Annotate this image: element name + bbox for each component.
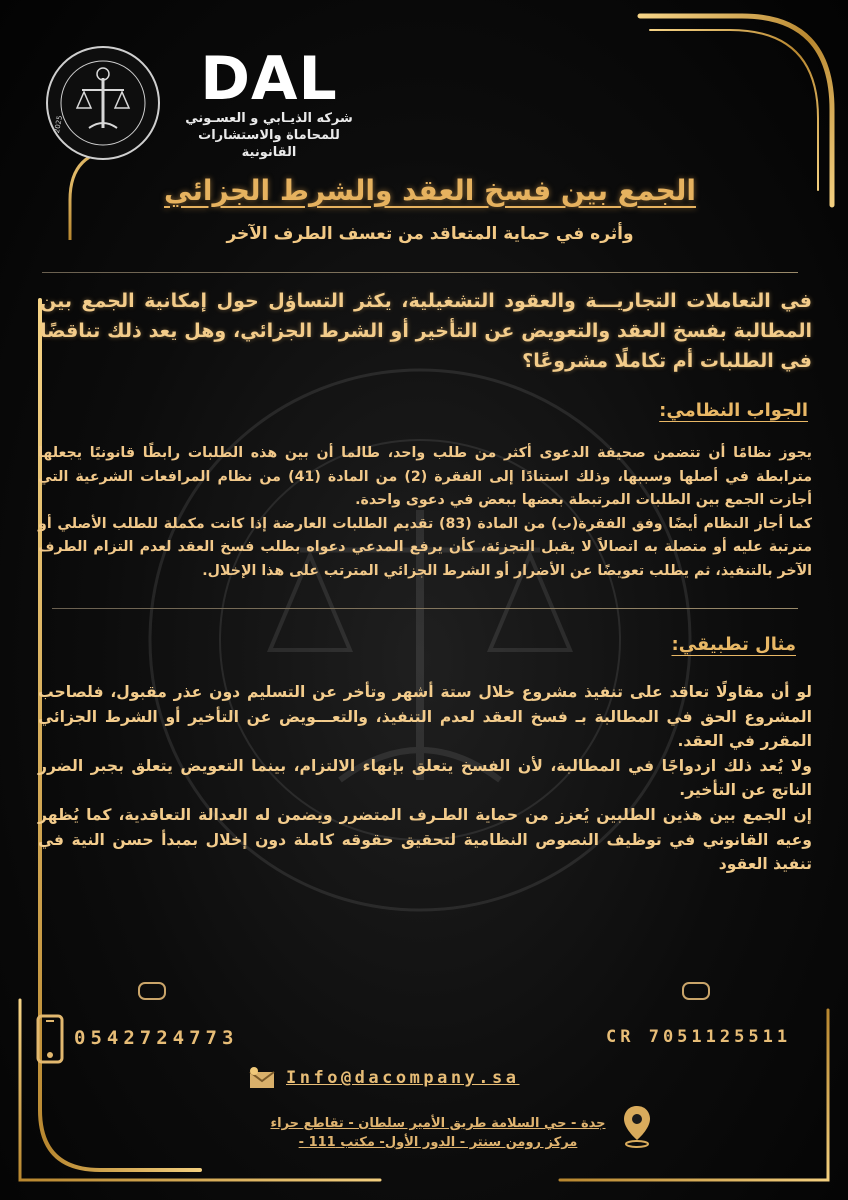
address-line-1: جدة - حي السلامة طريق الأمير سلطان - تقاطع حراء: [270, 1116, 606, 1131]
example-paragraph-1: لو أن مقاولًا تعاقد على تنفيذ مشروع خلال ستة أشهر وتأخر عن التسليم دون عذر مقبول، فلصاحب المشروع الحق في المطالبة بـ فسخ العقد لعدم التنفيذ، والتعـــويض عن التأخير أو الشرط الجزائي المقرر في العقد.: [38, 683, 812, 751]
divider-middle: [52, 608, 798, 609]
example-text: [38, 680, 812, 877]
phone-icon: [34, 1014, 66, 1064]
legal-answer: [38, 442, 812, 583]
divider-top: [42, 272, 798, 273]
brand-block: [174, 44, 364, 161]
brand-name: DAL: [200, 44, 338, 114]
frame-ornament-left: [138, 982, 166, 1000]
page-subtitle: وأثره في حماية المتعاقد من تعسف الطرف الآخر: [226, 224, 634, 244]
section-heading-legal: الجواب النظامي:: [659, 400, 808, 421]
page-title: الجمع بين فسخ العقد والشرط الجزائي: [164, 174, 696, 207]
legal-answer-paragraph-1: يجوز نظامًا أن تتضمن صحيفة الدعوى أكثر من طلب واحد، طالما أن بين هذه الطلبات رابطًا قانونيًا يجعلها مترابطة في أصلها وسببها، وذلك استنادًا إلى الفقرة (2) من المادة (41) من نظام المرافعات الشرعية التي أجازت الجمع بين الطلبات المرتبطة بعضها ببعض في دعوى واحدة.: [38, 445, 812, 508]
example-paragraph-3: إن الجمع بين هذين الطلبين يُعزز من حماية الطـرف المتضرر ويضمن له العدالة التعاقدية، كما يُظهر وعيه القانوني في توظيف النصوص النظامية لتحقيق حقوقه كاملة دون إخلال بمبدأ حسن النية في تنفيذ العقود: [38, 805, 812, 874]
envelope-icon: [246, 1066, 278, 1092]
location-pin-icon: [622, 1104, 652, 1148]
question-paragraph: في التعاملات التجاريـــة والعقود التشغيلية، يكثر التساؤل حول إمكانية الجمع بين المطالبة بفسخ العقد والتعويض عن التأخير أو الشرط الجزائي، وهل يعد ذلك تناقضًا في الطلبات أم تكاملًا مشروعًا؟: [40, 290, 812, 372]
brand-line-2: للمحاماة والاستشارات القانونية: [198, 128, 340, 160]
firm-seal-logo: [44, 44, 162, 162]
address-line-2: مركز رومن سنتر - الدور الأول- مكتب 111 -: [298, 1135, 578, 1150]
email-link[interactable]: Info@dacompany.sa: [286, 1068, 520, 1088]
frame-ornament-right: [682, 982, 710, 1000]
seal-year: 2025: [52, 114, 64, 134]
commercial-registration: CR 7051125511: [606, 1027, 792, 1047]
brand-line-1: شركه الذيـابي و العسـوني: [185, 111, 353, 126]
phone-number[interactable]: 0542724773: [74, 1027, 239, 1049]
legal-answer-paragraph-2: كما أجاز النظام أيضًا وفق الفقرة(ب) من المادة (83) تقديم الطلبات العارضة إذا كانت مكملة للطلب الأصلي أو مترتبة عليه أو متصلة به اتصالاً لا يقبل التجزئة، كأن يرفع المدعي دعواه بطلب فسخ العقد لعدم التزام الطرف الآخر بالتنفيذ، ثم يطلب تعويضًا عن الأضرار أو الشرط الجزائي المترتب على هذا الإخلال.: [38, 515, 812, 579]
section-heading-example: مثال تطبيقي:: [671, 634, 796, 655]
address-block: [228, 1114, 648, 1152]
example-paragraph-2: ولا يُعد ذلك ازدواجًا في المطالبة، لأن الفسخ يتعلق بإنهاء الالتزام، بينما التعويض يتعلق بجبر الضرر الناتج عن التأخير.: [38, 756, 812, 800]
